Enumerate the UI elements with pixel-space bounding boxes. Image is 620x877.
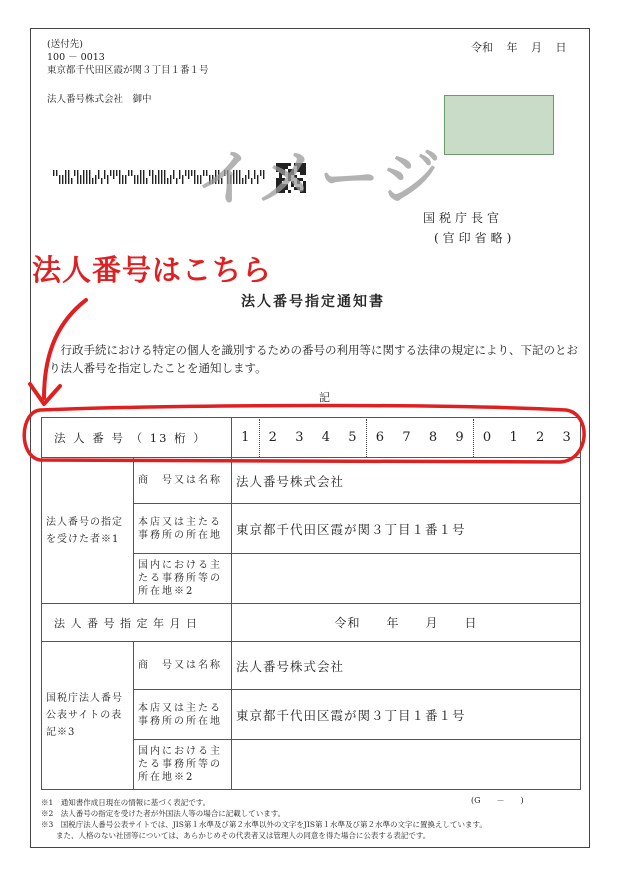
corporate-number-digit: 3 (562, 429, 571, 445)
date-day: 日 (555, 41, 567, 54)
document-title: 法人番号指定通知書 (241, 294, 385, 310)
section1-label: 法人番号の指定を受けた者※1 (42, 458, 134, 604)
body-text: 行政手続における特定の個人を識別するための番号の利用等に関する法律の規定により、下記のとおり法人番号を指定したことを通知します。 (49, 343, 578, 375)
corporate-number-digit: 0 (473, 419, 501, 457)
seal-omitted-note: (官印省略) (434, 231, 516, 245)
recipient-address: 東京都千代田区霞が関３丁目１番１号 (47, 65, 209, 76)
footnote-2: ※2 法人番号の指定を受けた者が外国法人等の場合に記載しています。 (41, 809, 286, 818)
corporate-number-digit: 8 (428, 429, 438, 445)
corporate-number-digit: 6 (366, 419, 394, 457)
date-month: 月 (531, 41, 542, 54)
corporate-number-digit: 2 (535, 429, 545, 445)
corporate-number-digit: 1 (241, 429, 250, 445)
watermark: イメージ (196, 144, 443, 214)
corporate-number-digit: 1 (509, 429, 518, 445)
section2-label: 国税庁法人番号公表サイトの表記※3 (42, 642, 134, 790)
footnote-4: また、人格のない社団等については、あらかじめその代表者又は管理人の同意を得た場合に公表する表記です。 (41, 831, 431, 840)
annotation-arrow-icon (44, 300, 86, 398)
designation-date-value: 令和 年 月 日 (232, 604, 581, 642)
trade-name-value: 法人番号株式会社 (232, 458, 581, 504)
head-office-label-2: 本店又は主たる事務所の所在地 (134, 690, 232, 740)
corporate-number-digit: 3 (295, 429, 304, 445)
head-office-value: 東京都千代田区霞が関３丁目１番１号 (232, 504, 581, 554)
annotation-label: 法人番号はこちら (32, 253, 273, 287)
corporate-number-digit: 4 (321, 429, 330, 445)
corporate-number-digit: 5 (348, 429, 357, 445)
domestic-office-label-2: 国内における主たる事務所等の所在地※2 (134, 740, 232, 790)
date-year: 年 (506, 41, 518, 54)
to-label: (送付先) (47, 39, 83, 50)
ki-mark: 記 (319, 391, 330, 404)
head-office-label: 本店又は主たる事務所の所在地 (134, 504, 232, 554)
corporate-number-digit: 2 (259, 419, 287, 457)
footnote-3: ※3 国税庁法人番号公表サイトでは、JIS第１水準及び第２水準以外の文字をJIS第１水準及び第２水準の文字に置換えしています。 (41, 820, 487, 829)
trade-name-label-2: 商 号又は名称 (134, 642, 232, 690)
form-code: (G － ) (471, 796, 524, 805)
trade-name-label: 商 号又は名称 (134, 458, 232, 504)
corporate-number-digit: 7 (402, 429, 411, 445)
issuer-name: 国税庁長官 (423, 211, 504, 225)
head-office-value-2: 東京都千代田区霞が関３丁目１番１号 (232, 690, 581, 740)
annotation-ellipse-icon (24, 406, 584, 463)
footnote-1: ※1 通知書作成日現在の情報に基づく表記です。 (41, 798, 211, 807)
corporate-number-label: 法 人 番 号 （ 13 桁 ） (42, 418, 232, 458)
trade-name-value-2: 法人番号株式会社 (232, 642, 581, 690)
designation-date-label: 法 人 番 号 指 定 年 月 日 (42, 604, 232, 642)
domestic-office-label: 国内における主たる事務所等の所在地※2 (134, 554, 232, 604)
date-era: 令和 (471, 41, 493, 54)
recipient-name: 法人番号株式会社 御中 (47, 94, 152, 105)
corporate-number-digit: 9 (455, 429, 464, 445)
postal-code: 100 － 0013 (47, 52, 105, 63)
